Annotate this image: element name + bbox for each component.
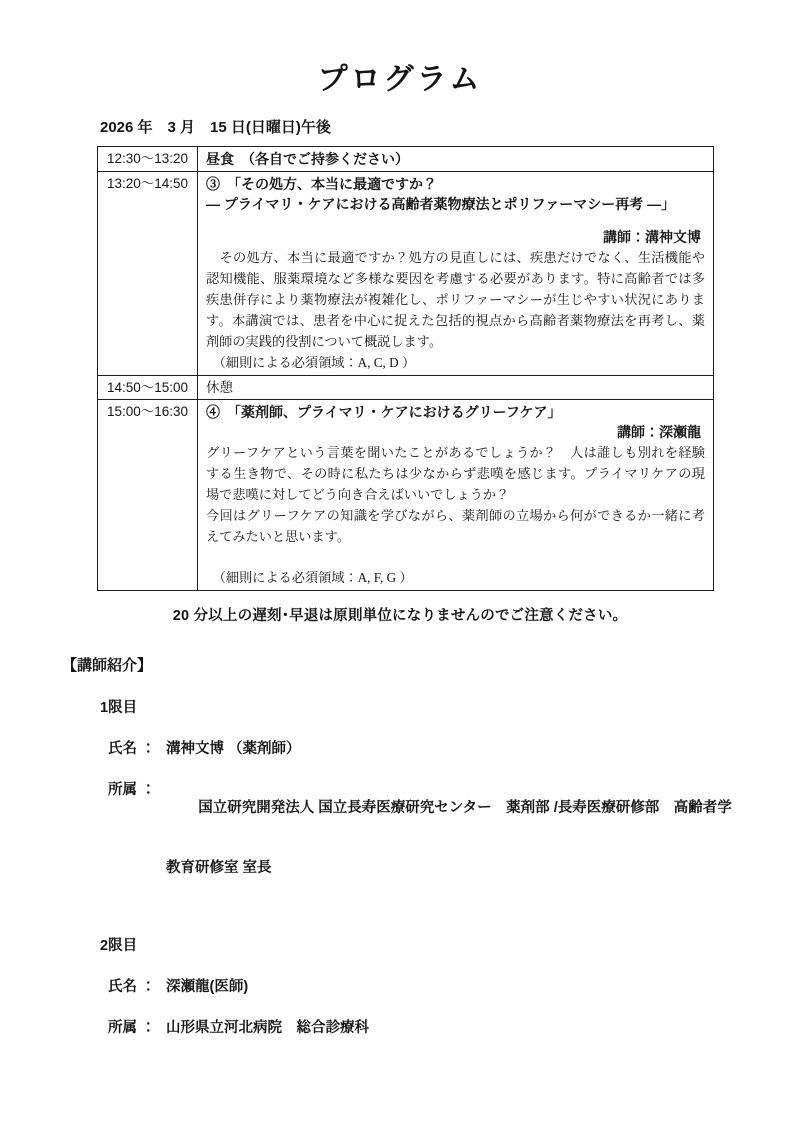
instructor-1-affiliation <box>166 781 800 913</box>
table-row-session-3 <box>98 172 714 376</box>
affiliation-label: 所属 ： <box>108 782 156 798</box>
table-row-session-4 <box>98 400 714 591</box>
lunch-label: 昼食 （各自でご持参ください） <box>206 151 409 167</box>
instructor-1-affiliation-line2: 教育研修室 室長 <box>166 860 272 876</box>
affiliation-label: 所属 ： <box>108 1020 156 1036</box>
instructor-1-name: 溝神文博 （薬剤師） <box>166 741 301 757</box>
period-2-label: 2限目 <box>100 938 138 954</box>
period-1-label: 1限目 <box>100 700 138 716</box>
session-3-description: その処方、本当に最適ですか？処方の見直しには、疾患だけでなく、生活機能や認知機能、服薬環境など多様な要因を考慮する必要があります。特に高齢者では多疾患併存により薬物療法が複雑化し、ポリファーマシーが生じやすい状況にあります。本講演では、患者を中心に捉えた包括的視点から高齢者薬物療法を再考し、薬剤師の実践的役割について概説します。 <box>206 250 705 349</box>
session-3-title-line2: ― プライマリ・ケアにおける高齢者薬物療法とポリファーマシー再考 ―」 <box>206 196 676 212</box>
session-3-cell <box>198 172 714 376</box>
session-4-title: ④ 「薬剤師、プライマリ・ケアにおけるグリーフケア」 <box>206 404 562 420</box>
break-label: 休憩 <box>206 380 233 395</box>
instructor-1-name-row <box>108 740 800 758</box>
time-cell: 12:30～13:20 <box>98 147 198 172</box>
session-4-description-2: 今回はグリーフケアの知識を学びながら、薬剤師の立場から何ができるか一緒に考えてみたいと思います。 <box>206 508 705 544</box>
name-label: 氏名 ： <box>108 979 156 995</box>
instructor-2-affiliation-row <box>108 1019 800 1037</box>
session-3-required-domains: （細則による必須領域：A, C, D ） <box>206 355 416 370</box>
table-row-lunch <box>98 147 714 172</box>
schedule-table <box>97 146 714 591</box>
lateness-notice: 20 分以上の遅刻･早退は原則単位になりませんのでご注意ください。 <box>172 608 628 624</box>
time-cell: 14:50～15:00 <box>98 376 198 400</box>
session-4-lecturer: 講師：深瀬龍 <box>617 424 701 440</box>
name-label: 氏名 ： <box>108 741 156 757</box>
instructor-2-affiliation: 山形県立河北病院 総合診療科 <box>166 1020 369 1036</box>
page-title: プログラム <box>317 63 483 96</box>
instructor-2-name: 深瀬龍(医師) <box>166 979 249 995</box>
lunch-cell <box>198 147 714 172</box>
session-4-required-domains: （細則による必須領域：A, F, G ） <box>206 570 413 585</box>
instructors-heading: 【講師紹介】 <box>62 657 153 674</box>
break-cell <box>198 376 714 400</box>
session-3-title-line1: ③ 「その処方、本当に最適ですか？ <box>206 176 437 192</box>
time-cell: 13:20～14:50 <box>98 172 198 376</box>
instructors-section <box>62 654 800 1037</box>
session-4-description-1: グリーフケアという言葉を聞いたことがあるでしょうか？ 人は誰しも別れを経験する生き物で、その時に私たちは少なからず悲嘆を感じます。プライマリケアの現場で悲嘆に対してどう向き合えばいいでしょうか？ <box>206 445 705 502</box>
table-row-break <box>98 376 714 400</box>
date-line: 2026 年 3 月 15 日(日曜日)午後 <box>100 119 331 136</box>
session-3-lecturer: 講師：溝神文博 <box>603 229 701 245</box>
session-4-cell <box>198 400 714 591</box>
instructor-1-affiliation-row <box>108 781 800 913</box>
instructor-2-name-row <box>108 978 800 996</box>
time-cell: 15:00～16:30 <box>98 400 198 591</box>
instructor-1-affiliation-line1: 国立研究開発法人 国立長寿医療研究センター 薬剤部 /長寿医療研修部 高齢者学 <box>198 800 732 816</box>
